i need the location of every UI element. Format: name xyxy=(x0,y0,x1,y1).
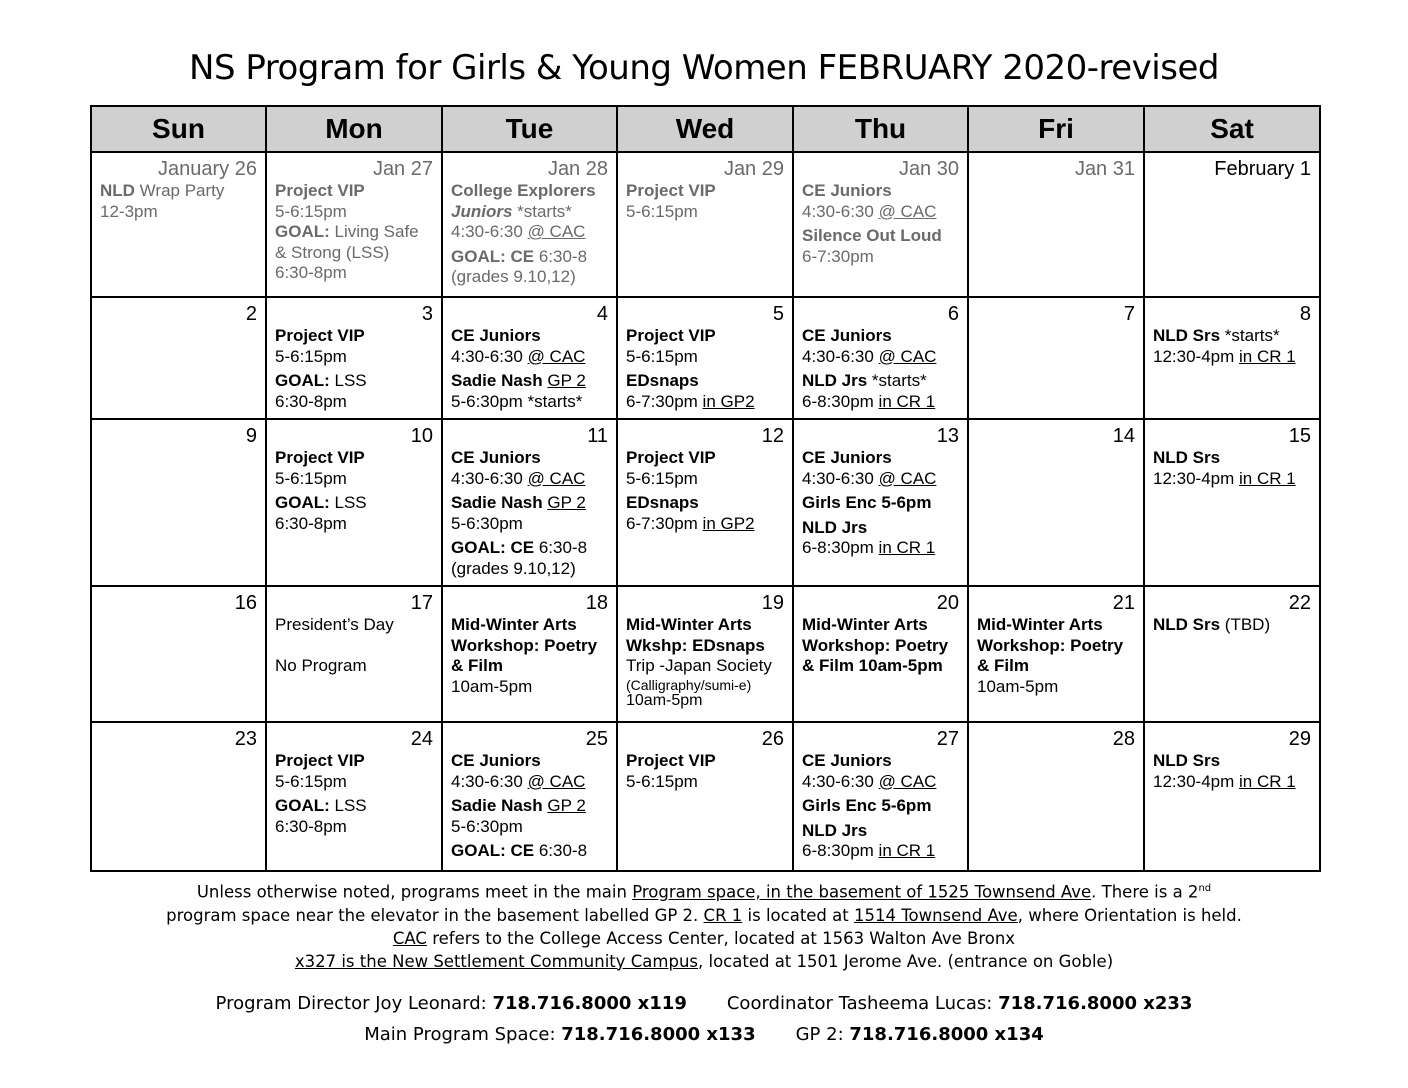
day-cell xyxy=(266,586,442,722)
event-time: 5-6:15pm xyxy=(275,771,347,791)
event-title: NLD Srs xyxy=(1153,615,1221,634)
event-title: Project VIP xyxy=(275,751,365,770)
footer-text: . There is a 2 xyxy=(1091,882,1199,902)
day-date: 19 xyxy=(761,592,784,614)
day-date: Jan 28 xyxy=(547,158,608,180)
day-date: 13 xyxy=(936,425,959,447)
event-title: Sadie Nash xyxy=(451,493,543,512)
contact-info xyxy=(0,988,1408,1050)
day-cell xyxy=(91,586,266,722)
day-date: 4 xyxy=(596,303,608,325)
footer-link: x327 is the New Settlement Community Campus xyxy=(294,951,698,971)
event-title: President’s Day xyxy=(275,615,394,634)
day-cell xyxy=(1144,419,1320,586)
day-cell xyxy=(793,586,968,722)
event-title: Girls Enc 5-6pm xyxy=(802,493,932,512)
day-date: 6 xyxy=(947,303,959,325)
event-time: 5-6:15pm xyxy=(626,346,698,366)
week-row-1 xyxy=(91,152,1320,297)
day-cell xyxy=(968,419,1144,586)
event-time: 6:30-8pm xyxy=(275,391,347,411)
event-title: GOAL: CE xyxy=(451,538,535,557)
day-cell xyxy=(1144,586,1320,722)
day-date: Jan 31 xyxy=(1074,158,1135,180)
event-time: 6-7:30pm xyxy=(626,513,703,533)
day-date: 27 xyxy=(936,728,959,750)
event-title: NLD Jrs xyxy=(802,820,868,840)
day-date: 12 xyxy=(761,425,784,447)
day-cell xyxy=(793,152,968,297)
day-date: 14 xyxy=(1112,425,1135,447)
weekday-sun: Sun xyxy=(91,106,266,152)
day-date: 26 xyxy=(761,728,784,750)
day-date: 25 xyxy=(585,728,608,750)
event-time: 6-7:30pm xyxy=(802,246,874,266)
event-time: 6:30-8pm xyxy=(275,816,347,836)
day-cell xyxy=(442,152,617,297)
location-link: @ CAC xyxy=(878,346,937,366)
day-cell xyxy=(91,419,266,586)
event-time: 5-6:30pm xyxy=(451,816,523,836)
calendar-grid xyxy=(90,105,1321,872)
event-title: & Film xyxy=(977,656,1029,675)
event-time: 4:30-6:30 xyxy=(451,346,528,366)
event-time: 6:30-8pm xyxy=(275,513,347,533)
day-cell xyxy=(266,297,442,419)
week-row-4 xyxy=(91,586,1320,722)
event-text: (grades 9.10,12) xyxy=(451,558,576,578)
event-time: 6:30-8 xyxy=(534,246,588,266)
location-link: @ CAC xyxy=(527,222,586,241)
event-title: Sadie Nash xyxy=(451,371,543,390)
event-title: Project VIP xyxy=(626,326,716,345)
week-row-3 xyxy=(91,419,1320,586)
event-title: Project VIP xyxy=(626,181,716,200)
day-date: February 1 xyxy=(1214,158,1311,180)
event-time: 4:30-6:30 xyxy=(802,771,879,791)
event-time: 6-7:30pm xyxy=(626,391,703,411)
event-title: GOAL: xyxy=(275,222,330,241)
event-time: 4:30-6:30 xyxy=(451,222,528,241)
day-date: 15 xyxy=(1288,425,1311,447)
location-link: in CR 1 xyxy=(1239,468,1296,488)
day-date: 2 xyxy=(245,303,257,325)
event-text: No Program xyxy=(275,655,367,675)
day-cell xyxy=(793,722,968,871)
event-time: 5-6:15pm xyxy=(626,771,698,791)
day-date: 22 xyxy=(1288,592,1311,614)
event-time: 6:30-8 xyxy=(534,538,588,557)
event-title: NLD xyxy=(100,181,135,200)
event-text: Wrap Party xyxy=(134,181,225,200)
day-cell xyxy=(968,722,1144,871)
event-text: LSS xyxy=(329,493,367,512)
event-title: CE Juniors xyxy=(802,181,892,200)
day-date: 7 xyxy=(1123,303,1135,325)
day-cell xyxy=(793,297,968,419)
day-cell xyxy=(617,297,793,419)
event-time: 6:30-8pm xyxy=(275,263,347,282)
event-title: Juniors xyxy=(451,201,513,221)
footer-link: Program space, in the basement of 1525 Townsend Ave xyxy=(632,882,1092,902)
contact-label: Main Program Space: xyxy=(364,1024,562,1045)
day-date: 28 xyxy=(1112,728,1135,750)
day-cell xyxy=(91,297,266,419)
event-time: 5-6:15pm xyxy=(275,468,347,488)
location-link: GP 2 xyxy=(547,371,586,390)
weekday-header-row xyxy=(91,106,1320,152)
event-text: (TBD) xyxy=(1220,615,1271,634)
event-time: 6-8:30pm xyxy=(802,841,879,860)
event-time: 5-6:15pm xyxy=(275,201,347,221)
day-date: 18 xyxy=(585,592,608,614)
footer-line-2 xyxy=(0,904,1408,927)
event-title: Workshop: Poetry xyxy=(451,635,598,655)
event-time: 6-8:30pm xyxy=(802,391,879,411)
location-link: @ CAC xyxy=(878,468,937,488)
footer-link: CR 1 xyxy=(703,905,743,925)
contact-phone: 718.716.8000 x133 xyxy=(561,1024,756,1045)
footer-text: Unless otherwise noted, programs meet in the main xyxy=(196,882,633,902)
event-text: & Strong (LSS) xyxy=(275,242,390,262)
day-date: 8 xyxy=(1299,303,1311,325)
footer-text: refers to the College Access Center, located at 1563 Walton Ave Bronx xyxy=(426,928,1016,948)
day-cell xyxy=(1144,722,1320,871)
event-title: Mid-Winter Arts xyxy=(451,615,577,634)
event-title: Girls Enc 5-6pm xyxy=(802,796,932,815)
event-time: 12-3pm xyxy=(100,201,158,221)
location-link: @ CAC xyxy=(527,468,586,488)
event-time: 5-6:30pm xyxy=(451,513,523,533)
event-title: Silence Out Loud xyxy=(802,226,942,245)
event-time: 6-8:30pm xyxy=(802,538,879,557)
location-link: in CR 1 xyxy=(878,391,936,411)
event-title: CE Juniors xyxy=(802,751,892,770)
weekday-tue: Tue xyxy=(442,106,617,152)
event-title: GOAL: CE xyxy=(451,246,535,266)
day-cell xyxy=(968,297,1144,419)
event-time: 4:30-6:30 xyxy=(802,201,879,221)
event-title: CE Juniors xyxy=(802,448,892,467)
event-time: 4:30-6:30 xyxy=(802,346,879,366)
event-title: Mid-Winter Arts xyxy=(626,615,752,634)
event-title: Project VIP xyxy=(626,448,716,467)
event-time: 5-6:15pm xyxy=(275,346,347,366)
contact-line-1 xyxy=(0,988,1408,1019)
event-title: Wkshp: EDsnaps xyxy=(626,635,765,655)
event-title: GOAL: xyxy=(275,493,330,512)
event-time: 5-6:15pm xyxy=(626,201,698,221)
contact-phone: 718.716.8000 x119 xyxy=(492,993,687,1014)
event-time: 4:30-6:30 xyxy=(451,771,528,791)
day-cell xyxy=(617,722,793,871)
weekday-wed: Wed xyxy=(617,106,793,152)
footer-link: CAC xyxy=(392,928,427,948)
event-time: 4:30-6:30 xyxy=(451,468,528,488)
footer-text: , located at 1501 Jerome Ave. (entrance on Goble) xyxy=(698,951,1114,971)
location-link: @ CAC xyxy=(878,201,937,221)
day-cell xyxy=(91,722,266,871)
event-title: Sadie Nash xyxy=(451,796,543,815)
week-row-2 xyxy=(91,297,1320,419)
location-link: GP 2 xyxy=(547,493,586,512)
event-title: GOAL: CE xyxy=(451,841,535,860)
event-text: LSS xyxy=(329,796,367,815)
weekday-sat: Sat xyxy=(1144,106,1320,152)
day-cell xyxy=(968,152,1144,297)
event-title: NLD Srs xyxy=(1153,448,1221,467)
event-title: Workshop: Poetry xyxy=(802,635,949,655)
day-cell xyxy=(266,722,442,871)
event-time: 10am-5pm xyxy=(977,676,1059,696)
event-title: CE Juniors xyxy=(451,326,541,345)
day-cell xyxy=(617,419,793,586)
day-cell xyxy=(1144,152,1320,297)
day-date: 29 xyxy=(1288,728,1311,750)
footer-link: 1514 Townsend Ave xyxy=(853,905,1018,925)
event-title: CE Juniors xyxy=(451,448,541,467)
event-time: 12:30-4pm xyxy=(1153,771,1239,791)
footer-text: is located at xyxy=(742,905,854,925)
event-time: 5-6:15pm xyxy=(626,468,698,488)
event-title: NLD Srs xyxy=(1153,326,1221,345)
event-text: (grades 9.10,12) xyxy=(451,267,576,286)
event-title: GOAL: xyxy=(275,796,330,815)
day-date: 10 xyxy=(410,425,433,447)
footer-line-1 xyxy=(0,877,1408,904)
footer-line-3 xyxy=(0,927,1408,950)
day-date: 17 xyxy=(410,592,433,614)
event-time: 12:30-4pm xyxy=(1153,468,1239,488)
contact-label: Program Director Joy Leonard: xyxy=(215,993,493,1014)
event-title: NLD Srs xyxy=(1153,751,1221,770)
event-title: Project VIP xyxy=(275,326,365,345)
location-link: in CR 1 xyxy=(878,538,936,557)
footer-text: program space near the elevator in the basement labelled GP 2. xyxy=(166,905,704,925)
day-cell xyxy=(617,586,793,722)
event-time: 6:30-8 xyxy=(534,841,588,860)
location-link: @ CAC xyxy=(878,771,937,791)
day-date: 24 xyxy=(410,728,433,750)
day-date: January 26 xyxy=(158,158,257,180)
event-title: NLD Jrs xyxy=(802,371,868,390)
event-time: 5-6:30pm *starts* xyxy=(451,391,583,411)
event-title: CE Juniors xyxy=(802,326,892,345)
location-link: in CR 1 xyxy=(1239,771,1296,791)
event-text: LSS xyxy=(329,371,367,390)
contact-line-2 xyxy=(0,1019,1408,1050)
day-date: 20 xyxy=(936,592,959,614)
location-link: in CR 1 xyxy=(1239,346,1296,366)
location-link: in CR 1 xyxy=(878,841,936,860)
location-link: GP 2 xyxy=(547,796,586,815)
event-title: Mid-Winter Arts xyxy=(802,615,928,634)
event-time: 10am-5pm xyxy=(451,676,533,696)
day-date: 3 xyxy=(421,303,433,325)
day-cell xyxy=(266,419,442,586)
day-date: 9 xyxy=(245,425,257,447)
day-cell xyxy=(1144,297,1320,419)
day-date: 23 xyxy=(234,728,257,750)
contact-label: Coordinator Tasheema Lucas: xyxy=(726,993,999,1014)
day-date: 16 xyxy=(234,592,257,614)
contact-phone: 718.716.8000 x134 xyxy=(849,1024,1044,1045)
event-title: CE Juniors xyxy=(451,751,541,770)
day-cell xyxy=(442,419,617,586)
day-date: Jan 30 xyxy=(898,158,959,180)
day-cell xyxy=(442,722,617,871)
day-cell xyxy=(793,419,968,586)
event-title: Mid-Winter Arts xyxy=(977,615,1103,634)
day-cell xyxy=(442,297,617,419)
day-date: Jan 29 xyxy=(723,158,784,180)
week-row-5 xyxy=(91,722,1320,871)
day-cell xyxy=(442,586,617,722)
day-cell xyxy=(617,152,793,297)
event-title: Workshop: Poetry xyxy=(977,635,1124,655)
contact-phone: 718.716.8000 x233 xyxy=(998,993,1193,1014)
footer-sup: nd xyxy=(1198,883,1212,894)
event-text: Trip -Japan Society xyxy=(626,656,772,675)
location-link: in GP2 xyxy=(702,513,755,533)
weekday-mon: Mon xyxy=(266,106,442,152)
event-title: Project VIP xyxy=(626,751,716,770)
page-title: NS Program for Girls & Young Women FEBRUARY 2020-revised xyxy=(189,48,1219,88)
day-date: 11 xyxy=(587,425,608,447)
event-title: NLD Jrs xyxy=(802,517,868,537)
event-text: *starts* xyxy=(1220,326,1280,345)
event-title: College Explorers xyxy=(451,181,596,200)
location-link: @ CAC xyxy=(527,771,586,791)
footer-text: , where Orientation is held. xyxy=(1017,905,1242,925)
event-time: 12:30-4pm xyxy=(1153,346,1239,366)
event-text: (Calligraphy/sumi-e) xyxy=(626,676,752,693)
event-time: 10am-5pm xyxy=(626,691,703,709)
event-text: *starts* xyxy=(867,371,927,390)
day-date: 21 xyxy=(1112,592,1135,614)
contact-label: GP 2: xyxy=(795,1024,850,1045)
event-title: EDsnaps xyxy=(626,493,699,512)
event-title: GOAL: xyxy=(275,371,330,390)
day-date: Jan 27 xyxy=(372,158,433,180)
location-link: @ CAC xyxy=(527,346,586,366)
event-text: *starts* xyxy=(512,201,572,221)
event-time: 4:30-6:30 xyxy=(802,468,879,488)
event-title: Project VIP xyxy=(275,181,365,200)
location-link: in GP2 xyxy=(702,391,755,411)
footer-line-4 xyxy=(0,950,1408,973)
event-title: & Film 10am-5pm xyxy=(802,656,943,675)
event-title: & Film xyxy=(451,656,503,675)
event-text: Living Safe xyxy=(329,222,419,241)
footer-notes xyxy=(0,877,1408,973)
event-title: Project VIP xyxy=(275,448,365,467)
day-cell xyxy=(91,152,266,297)
event-title: EDsnaps xyxy=(626,371,699,390)
day-cell xyxy=(968,586,1144,722)
weekday-fri: Fri xyxy=(968,106,1144,152)
day-cell xyxy=(266,152,442,297)
weekday-thu: Thu xyxy=(793,106,968,152)
day-date: 5 xyxy=(772,303,784,325)
